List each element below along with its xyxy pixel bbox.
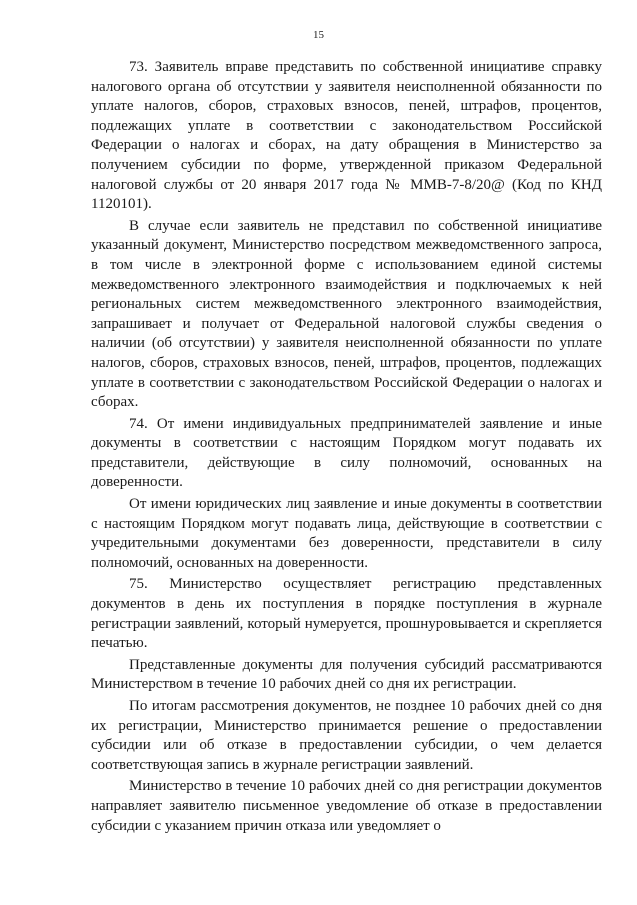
page-number: 15 [313,29,324,41]
paragraph-legal-entities: От имени юридических лиц заявление и иные документы в соответствии с настоящим Порядком могут подавать лица, действующие в соответствии с учредительными документами без доверенности, представители в силу полномочий, основанных на доверенности. [91,496,602,571]
paragraph-73-tax-certificate: 73. Заявитель вправе представить по собственной инициативе справку налогового органа об отсутствии у заявителя неисполненной обязанности по уплате налогов, сборов, страховых взносов, пеней, штрафов, процентов, подлежащих уплате в соответствии с законодательством Российской Федерации о налогах и сборах, на дату обращения в Министерство за получением субсидии по форме, утвержденной приказом Федеральной налоговой службы от 20 января 2017 года № ММВ-7-8/20@ (Код по КНД 1120101). [91,59,602,213]
paragraph-interagency-request: В случае если заявитель не представил по собственной инициативе указанный документ, Министерство посредством межведомственного запроса, в том числе в электронной форме с использованием единой системы межведомственного электронного взаимодействия и подключаемых к ней региональных систем межведомственного электронного взаимодействия, запрашивает и получает от Федеральной налоговой службы сведения о наличии (об отсутствии) у заявителя неисполненной обязанности по уплате налогов, сборов, страховых взносов, пеней, штрафов, процентов, подлежащих уплате в соответствии с законодательством Российской Федерации о налогах и сборах. [91,217,602,411]
document-body [91,58,602,838]
paragraph-review-period: Представленные документы для получения субсидий рассматриваются Министерством в течение 10 рабочих дней со дня их регистрации. [91,656,602,693]
paragraph-notification: Министерство в течение 10 рабочих дней со дня регистрации документов направляет заявителю письменное уведомление об отказе в предоставлении субсидии с указанием причин отказа или уведомляет о [91,778,602,834]
paragraph-decision: По итогам рассмотрения документов, не позднее 10 рабочих дней со дня их регистрации, Министерство принимается решение о предоставлении субсидии или об отказе в предоставлении субсидии, о чем делается соответствующая запись в журнале регистрации заявлений. [91,698,602,773]
paragraph-74-entrepreneurs: 74. От имени индивидуальных предпринимателей заявление и иные документы в соответствии с настоящим Порядком могут подавать их представители, действующие в силу полномочий, основанных на доверенности. [91,415,602,491]
paragraph-75-registration: 75. Министерство осуществляет регистрацию представленных документов в день их поступления в порядке поступления в журнале регистрации заявлений, который нумеруется, прошнуровывается и скрепляется печатью. [91,576,602,652]
